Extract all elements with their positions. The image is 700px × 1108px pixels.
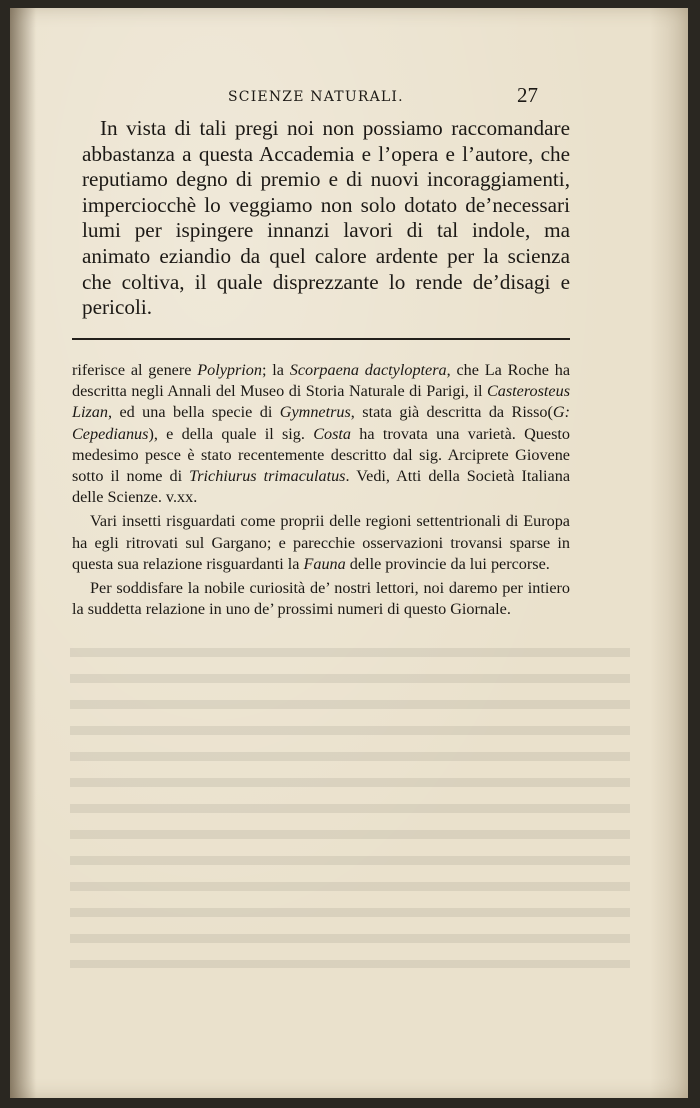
emphasized-term: Fauna [303,554,346,573]
footnote-text: ha trovata una varietà. Questo medesimo pesce è stato recentemente descritto dal sig. Arciprete Giovene sotto il nome di [72,424,570,486]
footnote-text: ; la [261,361,290,379]
footnote-text: . Vedi, Atti della Società Italiana delle Scienze. v.xx. [72,467,571,507]
main-text [82,116,570,321]
paper-sheet [10,8,688,1098]
footnote-separator-rule [72,338,570,340]
taxon-name: Gymnetrus [279,403,351,422]
taxon-name: G: Cepedianus [72,403,570,443]
gutter-shadow [10,8,36,1098]
footnote-text: , che La Roche ha descritta negli Annali del Museo di Storia Naturale di Parigi, il [72,361,571,401]
footnotes-block [72,360,570,620]
taxon-name: Trichiurus trimaculatus [189,467,346,486]
person-name: Costa [313,424,352,443]
footnote-text: riferisce al genere [72,361,198,379]
footnote-text: , ed una bella specie di [108,403,280,422]
page-number: 27 [517,83,538,107]
footnote-text: ), e della quale il sig. [148,424,314,443]
footnote-continuation [72,360,570,508]
running-title: SCIENZE NATURALI. [228,89,404,105]
taxon-name: Polyprion [197,361,262,379]
footnote-paragraph: Per soddisfare la nobile curiosità de’ nostri lettori, noi daremo per intiero la suddetta relazione in uno de’ prossimi numeri di questo Giornale. [72,579,570,619]
bleed-through-text [70,648,630,968]
taxon-name: Casterosteus Lizan [72,382,570,422]
footnote-text: Vari insetti risguardati come proprii delle regioni settentrionali di Europa ha egli ritrovati sul Gargano; e parecchie osservazioni trovansi sparse in questa sua relazione risguardanti la [72,512,570,573]
footnote-paragraph [72,511,570,575]
lead-paragraph: In vista di tali pregi noi non possiamo raccomandare abbastanza a questa Accademia e l’opera e l’autore, che reputiamo degno di premio e di nuovi incoraggiamenti, imperciocchè lo veggiamo non solo dotato de’necessari lumi per ispingere innanzi lavori di tal indole, ma animato eziandio da quel calore ardente per la scienza che coltiva, il quale disprezzante lo rende de’disagi e pericoli. [82,116,570,320]
footnote-text: delle provincie da lui percorse. [345,554,550,573]
taxon-name: Scorpaena dactyloptera [289,361,447,379]
footnote-text: , stata già descritta da Risso( [350,403,553,422]
